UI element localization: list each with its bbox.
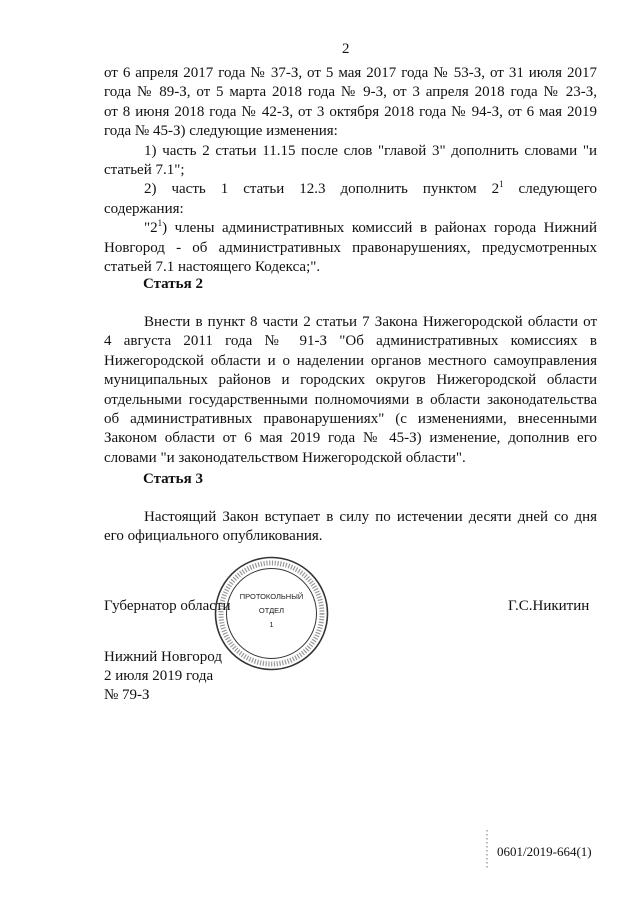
- quote-text: ) члены административных комиссий в районах города Нижний: [162, 220, 597, 237]
- intro-paragraph: [104, 64, 597, 277]
- article-2-line: 4 августа 2011 года № 91-З "Об административных комиссиях в: [104, 333, 597, 350]
- footer-date: 2 июля 2019 года: [104, 668, 214, 684]
- article-3-heading: Статья 3: [143, 471, 203, 487]
- article-2-line: Законом области от 6 мая 2019 года № 45-З) изменение, дополнив его: [104, 430, 597, 447]
- item-2-line: [104, 180, 597, 199]
- article-2-text: [104, 313, 597, 468]
- scan-artifact: [486, 830, 488, 870]
- article-2-line: отдельными государственными полномочиями в области законодательства: [104, 391, 597, 408]
- intro-line: года № 45-З) следующие изменения:: [104, 123, 338, 140]
- article-2-line: Нижегородской области и о наделении органов местного самоуправления: [104, 352, 597, 369]
- governor-name: Г.С.Никитин: [508, 598, 590, 614]
- article-2-line: об административных правонарушениях" (с изменениями, внесенными: [104, 411, 597, 428]
- quote-line: [104, 219, 597, 238]
- article-3-line: его официального опубликования.: [104, 528, 323, 545]
- governor-label: Губернатор области: [104, 598, 231, 614]
- quote-sup: 1: [157, 218, 163, 229]
- article-2-line: муниципальных районов и городских округов Нижегородской области: [104, 372, 597, 389]
- quote-line: статьей 7.1 настоящего Кодекса;".: [104, 259, 321, 276]
- intro-line: от 6 апреля 2017 года № 37-З, от 5 мая 2017 года № 53-З, от 31 июля 2017: [104, 65, 597, 81]
- article-2-heading: Статья 2: [143, 276, 203, 292]
- document-code: 0601/2019-664(1): [497, 844, 592, 859]
- stamp-line-2: ОТДЕЛ: [258, 606, 285, 615]
- stamp-line-3: 1: [269, 620, 274, 629]
- article-3-text: [104, 508, 597, 547]
- page-number: 2: [342, 41, 350, 57]
- footer-number: № 79-З: [104, 687, 150, 703]
- item-2-text-end: следующего: [503, 181, 597, 198]
- intro-line: от 8 июня 2018 года № 42-З, от 3 октября 2018 года № 94-З, от 6 мая 2019: [104, 103, 597, 120]
- article-2-line: Внести в пункт 8 части 2 статьи 7 Закона Нижегородской области от: [144, 314, 597, 330]
- item-1-line: 1) часть 2 статьи 11.15 после слов "главой 3" дополнить словами "и: [144, 142, 597, 159]
- intro-line: года № 89-З, от 5 марта 2018 года № 9-З, от 3 апреля 2018 года № 23-З,: [104, 84, 597, 101]
- quote-line: Новгород - об административных правонарушениях, предусмотренных: [104, 239, 597, 256]
- quote-open: "2: [144, 220, 158, 237]
- article-3-line: Настоящий Закон вступает в силу по истечении десяти дней со дня: [144, 509, 597, 525]
- item-2-line: содержания:: [104, 200, 184, 217]
- item-1-line: статьей 7.1";: [104, 162, 185, 179]
- footer-city: Нижний Новгород: [104, 649, 222, 665]
- stamp-line-1: ПРОТОКОЛЬНЫЙ: [239, 592, 304, 601]
- item-2-sup: 1: [499, 179, 504, 190]
- protocol-department-stamp: [213, 555, 330, 672]
- article-2-line: словами "и законодательством Нижегородской области".: [104, 449, 466, 466]
- item-2-text: 2) часть 1 статьи 12.3 дополнить пунктом 2: [144, 181, 500, 198]
